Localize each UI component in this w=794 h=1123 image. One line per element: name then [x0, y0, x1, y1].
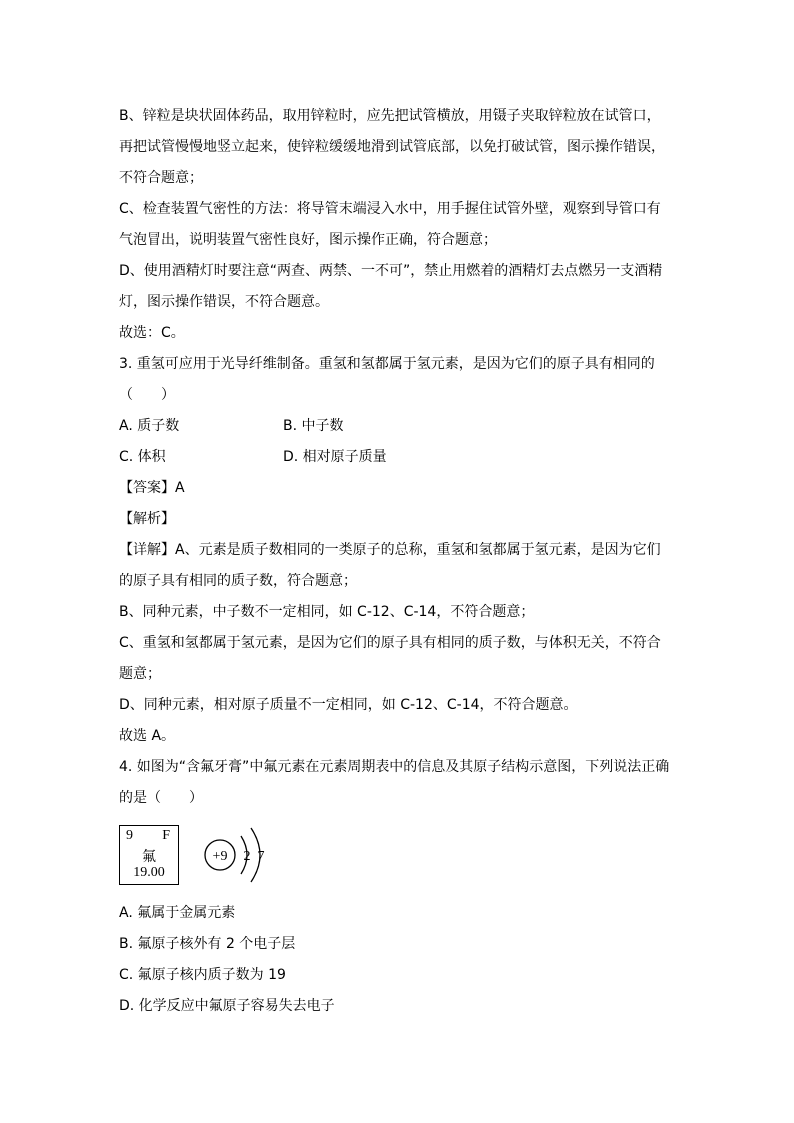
- atomic-mass: 19.00: [133, 865, 165, 880]
- text-line: 题意；: [119, 666, 161, 682]
- text-line: 气泡冒出，说明装置气密性良好，图示操作正确，符合题意；: [119, 232, 497, 248]
- element-symbol: F: [162, 828, 170, 843]
- shell-2-electrons: 7: [257, 849, 265, 864]
- text-line: 故选 A。: [119, 728, 176, 744]
- text-line: B、同种元素，中子数不一定相同，如 C-12、C-14，不符合题意；: [119, 604, 535, 620]
- option-c: C. 体积: [119, 449, 166, 465]
- text-line: D. 化学反应中氟原子容易失去电子: [119, 998, 335, 1014]
- text-line: C、检查装置气密性的方法：将导管末端浸入水中，用手握住试管外壁，观察到导管口有: [119, 201, 661, 217]
- shell-1-electrons: 2: [243, 849, 251, 864]
- option-a: A. 质子数: [119, 418, 180, 434]
- text-line: 的是（ ）: [119, 790, 203, 806]
- atomic-number: 9: [126, 828, 133, 843]
- text-line: 【详解】A、元素是质子数相同的一类原子的总称，重氢和氢都属于氢元素，是因为它们: [119, 542, 661, 558]
- text-line: D、同种元素，相对原子质量不一定相同，如 C-12、C-14，不符合题意。: [119, 697, 578, 713]
- atom-structure-diagram: [197, 822, 287, 888]
- text-line: 3. 重氢可应用于光导纤维制备。重氢和氢都属于氢元素，是因为它们的原子具有相同的: [119, 356, 655, 372]
- element-name: 氟: [142, 849, 156, 865]
- text-line: 不符合题意；: [119, 170, 203, 186]
- text-line: 的原子具有相同的质子数，符合题意；: [119, 573, 357, 589]
- text-line: D、使用酒精灯时要注意“两查、两禁、一不可”，禁止用燃着的酒精灯去点燃另一支酒精: [119, 263, 663, 279]
- periodic-table-card: [119, 825, 179, 885]
- text-line: 故选：C。: [119, 325, 185, 341]
- text-line: 【解析】: [119, 511, 175, 527]
- text-line: C. 氟原子核内质子数为 19: [119, 967, 286, 983]
- text-line: 4. 如图为“含氟牙膏”中氟元素在元素周期表中的信息及其原子结构示意图，下列说法正确: [119, 759, 670, 775]
- text-line: 灯，图示操作错误，不符合题意。: [119, 294, 329, 310]
- option-d: D. 相对原子质量: [283, 449, 387, 465]
- text-line: B、锌粒是块状固体药品，取用锌粒时，应先把试管横放，用镊子夹取锌粒放在试管口，: [119, 108, 661, 124]
- option-b: B. 中子数: [283, 418, 344, 434]
- text-line: 【答案】A: [119, 480, 185, 496]
- nucleus-charge: +9: [212, 849, 228, 864]
- text-line: （ ）: [119, 387, 175, 403]
- text-line: A. 氟属于金属元素: [119, 905, 236, 921]
- text-line: B. 氟原子核外有 2 个电子层: [119, 936, 296, 952]
- text-line: C、重氢和氢都属于氢元素，是因为它们的原子具有相同的质子数，与体积无关，不符合: [119, 635, 661, 651]
- text-line: 再把试管慢慢地竖立起来，使锌粒缓缓地滑到试管底部，以免打破试管，图示操作错误，: [119, 139, 665, 155]
